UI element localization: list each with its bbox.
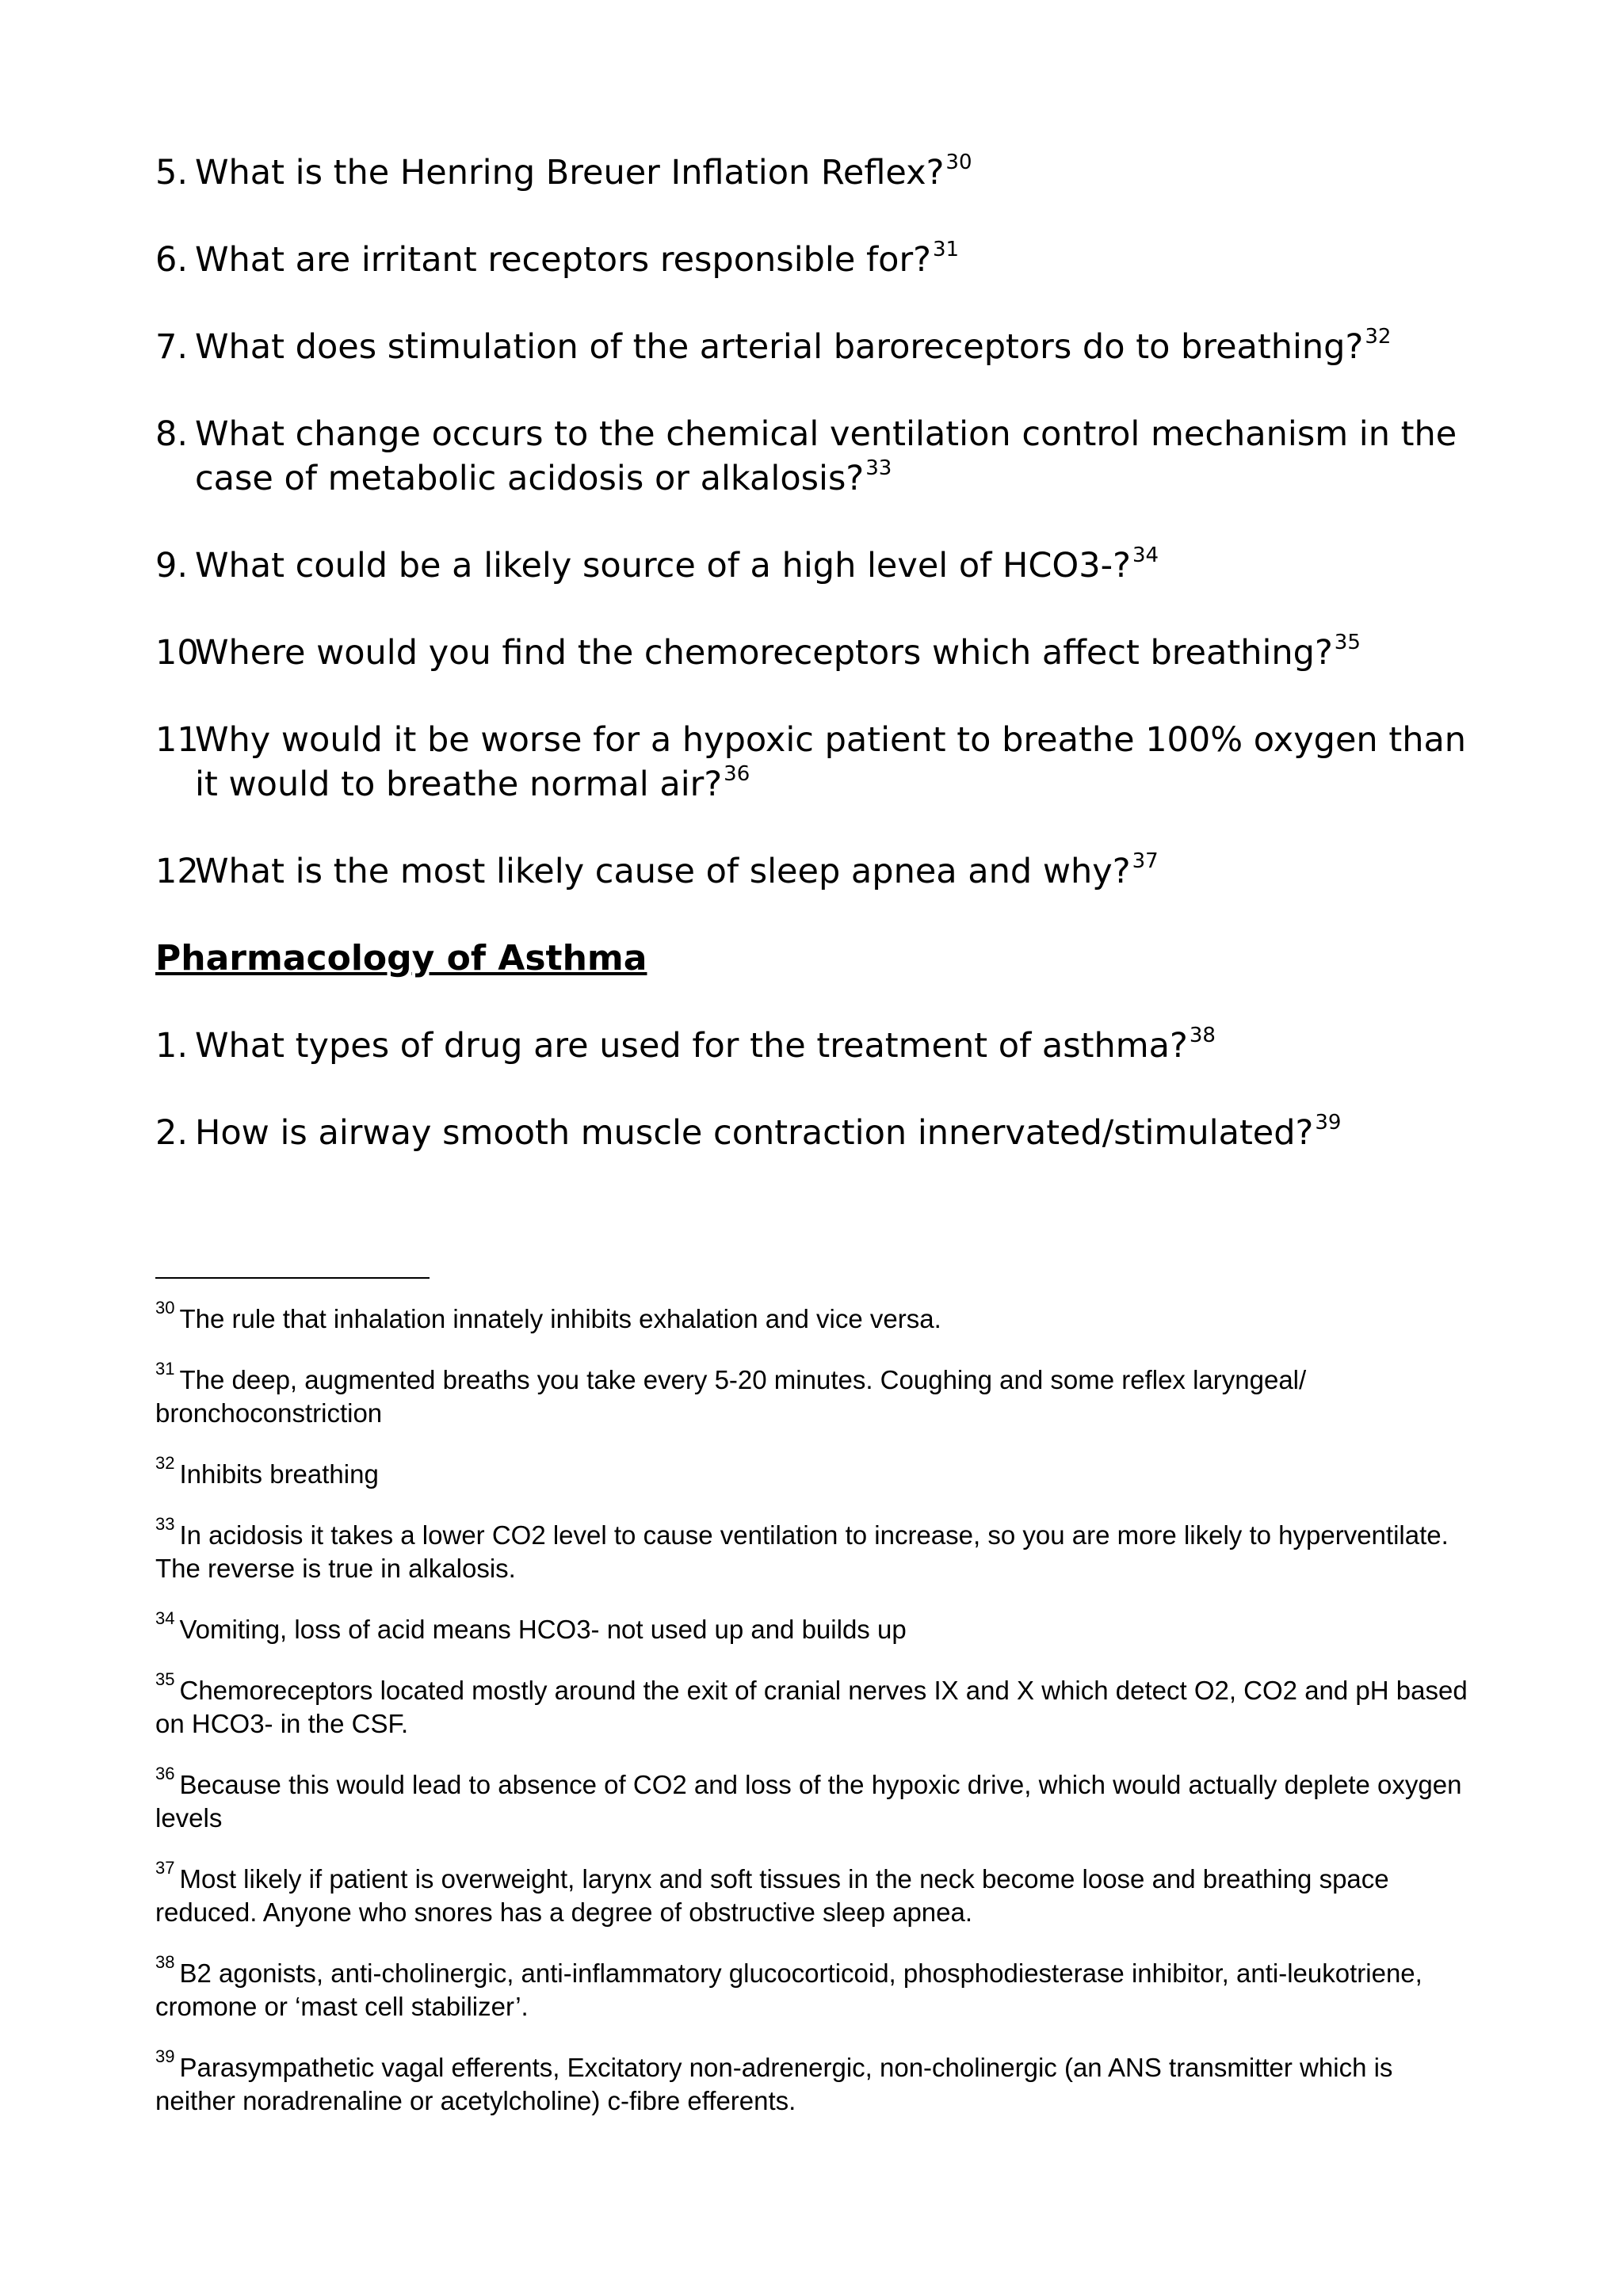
question-text: What could be a likely source of a high level of HCO3-? — [195, 546, 1131, 585]
footnote-number: 31 — [155, 1359, 175, 1379]
footnote-text: The rule that inhalation innately inhibits exhalation and vice versa. — [179, 1304, 941, 1333]
question-number: 5. — [155, 153, 189, 193]
footnote-number: 33 — [155, 1514, 175, 1534]
question-item — [155, 238, 1471, 282]
footnote — [155, 1359, 1471, 1430]
question-item — [155, 1111, 1471, 1155]
footnote — [155, 1952, 1471, 2023]
question-text: What change occurs to the chemical ventilation control mechanism in the case of metabolic acidosis or alkalosis? — [195, 414, 1457, 498]
question-item — [155, 849, 1471, 894]
questions-section-2 — [155, 1024, 1471, 1155]
question-item — [155, 325, 1471, 369]
footnotes-section — [155, 1298, 1471, 2118]
footnote-number: 38 — [155, 1952, 175, 1972]
question-number: 1. — [155, 1026, 189, 1066]
footnote-text: Because this would lead to absence of CO2 and loss of the hypoxic drive, which would actually deplete oxygen levels — [155, 1770, 1462, 1833]
footnote-text: Most likely if patient is overweight, larynx and soft tissues in the neck become loose and breathing space reduced. Anyone who snores has a degree of obstructive sleep apnea. — [155, 1864, 1389, 1927]
question-text: What are irritant receptors responsible for? — [195, 240, 931, 280]
footnote-separator — [155, 1277, 430, 1279]
footnote-number: 36 — [155, 1764, 175, 1783]
question-number: 12. — [155, 852, 210, 891]
question-item — [155, 631, 1471, 675]
footnote-text: In acidosis it takes a lower CO2 level to cause ventilation to increase, so you are more likely to hyperventilate. The reverse is true in alkalosis. — [155, 1520, 1449, 1583]
footnote — [155, 1608, 1471, 1646]
question-text: Why would it be worse for a hypoxic patient to breathe 100% oxygen than it would to breathe normal air? — [195, 720, 1467, 804]
section-heading: Pharmacology of Asthma — [155, 938, 647, 978]
question-item — [155, 151, 1471, 195]
footnote-reference[interactable]: 33 — [865, 456, 892, 480]
question-item — [155, 718, 1471, 807]
question-text: What types of drug are used for the treatment of asthma? — [195, 1026, 1188, 1066]
footnote-number: 34 — [155, 1608, 175, 1628]
footnote-reference[interactable]: 35 — [1334, 630, 1361, 654]
question-item — [155, 412, 1471, 501]
footnote-reference[interactable]: 39 — [1315, 1110, 1342, 1135]
footnote-text: Inhibits breathing — [179, 1459, 379, 1489]
document-page — [155, 151, 1471, 2145]
question-number: 10. — [155, 633, 210, 673]
footnote-text: Chemoreceptors located mostly around the exit of cranial nerves IX and X which detect O2, CO2 and pH based on HCO3- in the CSF. — [155, 1676, 1468, 1738]
footnote-reference[interactable]: 31 — [932, 237, 960, 261]
footnote — [155, 1453, 1471, 1491]
footnote — [155, 1858, 1471, 1929]
footnote-reference[interactable]: 34 — [1132, 543, 1159, 567]
footnote-number: 39 — [155, 2046, 175, 2066]
footnote-text: The deep, augmented breaths you take every 5-20 minutes. Coughing and some reflex laryngeal/ bronchoconstriction — [155, 1365, 1307, 1428]
questions-section-1 — [155, 151, 1471, 894]
footnote-number: 30 — [155, 1298, 175, 1318]
question-item — [155, 1024, 1471, 1068]
footnote-number: 35 — [155, 1669, 175, 1689]
question-text: What is the most likely cause of sleep apnea and why? — [195, 852, 1131, 891]
footnote-reference[interactable]: 30 — [945, 150, 972, 174]
footnote-reference[interactable]: 32 — [1365, 324, 1392, 349]
question-number: 11. — [155, 720, 210, 760]
question-number: 9. — [155, 546, 189, 585]
footnote-reference[interactable]: 37 — [1132, 849, 1159, 873]
footnote — [155, 2046, 1471, 2118]
question-text: Where would you find the chemoreceptors which affect breathing? — [195, 633, 1333, 673]
footnote-text: B2 agonists, anti-cholinergic, anti-inflammatory glucocorticoid, phosphodiesterase inhibitor, anti-leukotriene, cromone or ‘mast cell stabilizer’. — [155, 1958, 1423, 2021]
question-number: 2. — [155, 1113, 189, 1153]
footnote — [155, 1764, 1471, 1835]
question-item — [155, 543, 1471, 588]
footnote-text: Vomiting, loss of acid means HCO3- not used up and builds up — [179, 1615, 907, 1644]
question-text: What does stimulation of the arterial baroreceptors do to breathing? — [195, 327, 1364, 367]
footnote-text: Parasympathetic vagal efferents, Excitatory non-adrenergic, non-cholinergic (an ANS transmitter which is neither noradrenaline or acetylcholine) c-fibre efferents. — [155, 2053, 1393, 2115]
question-text: What is the Henring Breuer Inflation Reflex? — [195, 153, 945, 193]
question-text: How is airway smooth muscle contraction innervated/stimulated? — [195, 1113, 1314, 1153]
footnote-number: 32 — [155, 1453, 175, 1473]
question-number: 7. — [155, 327, 189, 367]
question-number: 6. — [155, 240, 189, 280]
footnote — [155, 1298, 1471, 1336]
footnote — [155, 1669, 1471, 1741]
footnote-number: 37 — [155, 1858, 175, 1878]
question-number: 8. — [155, 414, 189, 454]
footnote-reference[interactable]: 36 — [724, 761, 750, 786]
footnote-reference[interactable]: 38 — [1189, 1023, 1216, 1047]
footnote — [155, 1514, 1471, 1585]
